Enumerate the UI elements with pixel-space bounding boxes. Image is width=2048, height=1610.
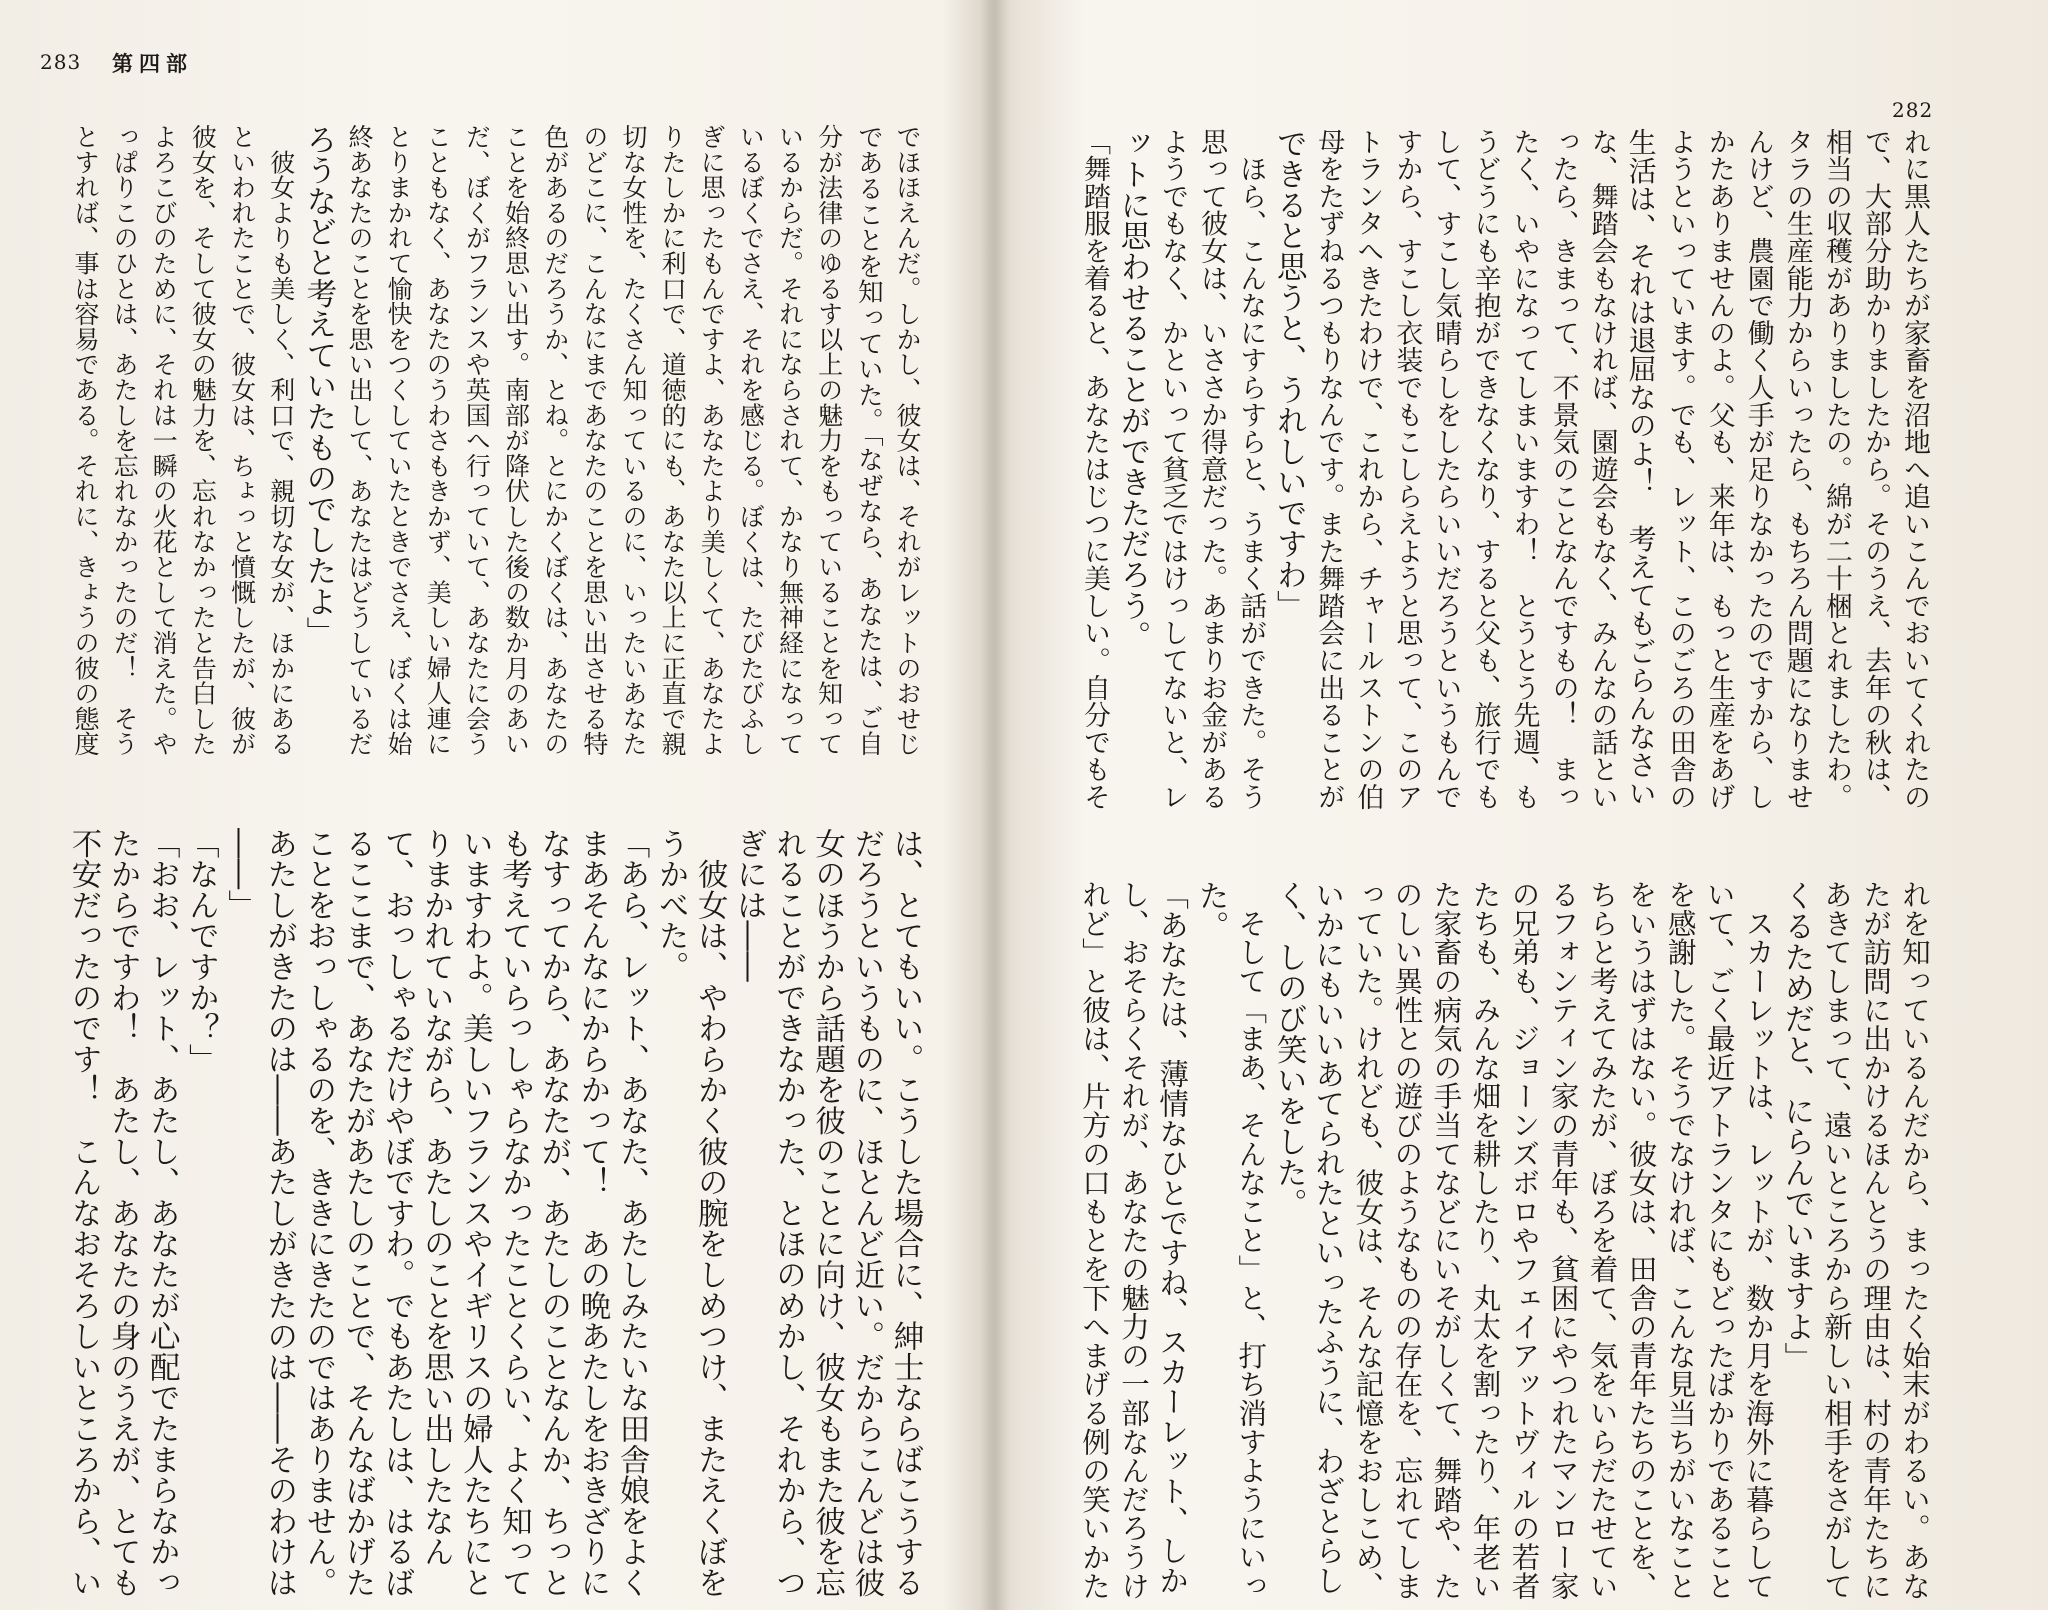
text-line: たちも、みんな畑を耕したり、丸太を割ったり、年老い bbox=[1468, 880, 1502, 1600]
text-line: 「あなたは、薄情なひとですね、スカーレット、しか bbox=[1155, 880, 1190, 1596]
text-line: 「なんですか？」 bbox=[183, 828, 219, 1075]
text-line: いて、ごく最近アトランタにもどったばかりであること bbox=[1702, 880, 1736, 1600]
text-line: れど」と彼は、片方の口もとを下へまげる例の笑いかた bbox=[1078, 880, 1111, 1600]
text-line: く、しのび笑いをした。 bbox=[1271, 880, 1307, 1219]
text-line: ようでもなく、かといって貧乏ではけっしてないと、レ bbox=[1157, 128, 1189, 811]
text-line: な、舞踏会もなければ、園遊会もなく、みんなの話とい bbox=[1586, 128, 1618, 811]
text-line: だ、ぼくがフランスや英国へ行っていて、あなたに会う bbox=[462, 124, 492, 757]
part-title: 第四部 bbox=[112, 51, 193, 76]
text-line: いるからだ。それにならされて、かなり無神経になって bbox=[775, 124, 805, 757]
text-line: のしい異性との遊びのようなものの存在を、忘れてしま bbox=[1390, 880, 1424, 1600]
text-line: ットに思わせることができただろう。 bbox=[1115, 128, 1151, 652]
text-line: そして「まあ、そんなこと」と、打ち消すようにいっ bbox=[1234, 880, 1268, 1600]
text-line: すから、すこし衣装でもこしらえようと思って、このア bbox=[1391, 128, 1423, 811]
text-line: まあそんなにからかって！ あの晩あたしをおきざりに bbox=[574, 828, 610, 1598]
text-line: して、すこし気晴らしをしたらいいだろうというもんで bbox=[1430, 128, 1462, 811]
text-line: りまかれていながら、あたしのことを思い出したなん bbox=[418, 828, 454, 1568]
text-line: とりまかれて愉快をつくしていたときでさえ、ぼくは始 bbox=[384, 124, 414, 757]
text-line: 彼女は、やわらかく彼の腕をしめつけ、またえくぼを bbox=[692, 828, 728, 1598]
lower-text-block bbox=[1078, 880, 1931, 1600]
text-line: うどうにも辛抱ができなくなり、すると父も、旅行でも bbox=[1469, 128, 1501, 811]
text-line: れを知っているんだから、まったく始末がわるい。あな bbox=[1897, 880, 1931, 1600]
text-line: 終あなたのことを思い出して、あなたはどうしているだ bbox=[344, 124, 374, 757]
text-line: ぎに思ったもんですよ、あなたより美しくて、あなたよ bbox=[697, 124, 727, 757]
text-line: 「舞踏服を着ると、あなたはじつに美しい。自分でもそ bbox=[1079, 128, 1110, 811]
text-line: 相当の収穫がありましたの。綿が二十梱とれましたわ。 bbox=[1820, 128, 1852, 811]
text-line: ろうなどと考えていたものでしたよ」 bbox=[300, 124, 336, 648]
text-line: 母をたずねるつもりなんです。また舞踏会に出ることが bbox=[1313, 128, 1345, 811]
text-line: りたしかに利口で、道徳的にも、あなた以上に正直で親 bbox=[658, 124, 688, 757]
text-line: かたありませんのよ。父も、来年は、もっと生産をあげ bbox=[1703, 128, 1735, 811]
text-line: を感謝した。そうでなければ、こんな見当ちがいなこと bbox=[1663, 880, 1697, 1600]
text-line: たが訪問に出かけるほんとうの理由は、村の青年たちに bbox=[1858, 880, 1892, 1600]
text-line: をいうはずはない。彼女は、田舎の青年たちのことを、 bbox=[1624, 880, 1658, 1600]
lower-text-block bbox=[66, 828, 923, 1598]
text-line: て、おっしゃるだけやぼですわ。でもあたしは、はるば bbox=[379, 828, 415, 1598]
text-line: で、大部分助かりましたから。そのうえ、去年の秋は、 bbox=[1859, 128, 1891, 811]
page-number: 282 bbox=[1892, 98, 1934, 122]
text-line: っていた。けれども、彼女は、そんな記憶をおしこめ、 bbox=[1351, 880, 1385, 1600]
text-line: よろこびのために、それは一瞬の火花として消えた。や bbox=[149, 124, 179, 757]
text-line: 「あら、レット、あなた、あたしみたいな田舎娘をよく bbox=[613, 828, 649, 1598]
text-line: れに黒人たちが家畜を沼地へ追いこんでおいてくれたの bbox=[1898, 128, 1930, 811]
text-line: だろうというものに、ほとんど近い。だからこんどは彼 bbox=[848, 828, 884, 1598]
text-line: トランタへきたわけで、これから、チャールストンの伯 bbox=[1352, 128, 1384, 811]
text-line: といわれたことで、彼女は、ちょっと憤慨したが、彼が bbox=[227, 124, 257, 757]
text-line: 「おお、レット、あたし、あなたが心配でたまらなかっ bbox=[144, 828, 180, 1598]
text-line: た家畜の病気の手当てなどにいそがしくて、舞踏や、た bbox=[1429, 880, 1463, 1600]
text-line: ――」 bbox=[222, 828, 258, 921]
text-line: ったら、きまって、不景気のことなんですもの！ まっ bbox=[1547, 128, 1579, 811]
text-line: いるぼくでさえ、それを感じる。ぼくは、たびたびふし bbox=[736, 124, 766, 757]
text-line: あたしがきたのは――あたしがきたのは――そのわけは bbox=[261, 828, 297, 1598]
left-page bbox=[0, 0, 990, 1610]
text-line: 分が法律のゆるす以上の魅力をもっていることを知って bbox=[814, 124, 844, 757]
page-number: 283 bbox=[40, 50, 82, 74]
text-line: るフォンティン家の青年も、貧困にやつれたマンロー家 bbox=[1546, 880, 1580, 1600]
text-line: とすれば、事は容易である。それに、きょうの彼の態度 bbox=[71, 124, 100, 757]
text-line: んけど、農園で働く人手が足りなかったのですから、し bbox=[1742, 128, 1774, 811]
text-line: 不安だったのです！ こんなおそろしいところから、い bbox=[66, 828, 101, 1598]
text-line: ちらと考えてみたが、ぼろを着て、気をいらだたせてい bbox=[1585, 880, 1619, 1600]
text-line: 女のほうから話題を彼のことに向け、彼女もまた彼を忘 bbox=[809, 828, 845, 1598]
text-line: 切な女性を、たくさん知っているのに、いったいあなた bbox=[618, 124, 648, 757]
text-line: あきてしまって、遠いところから新しい相手をさがして bbox=[1819, 880, 1853, 1600]
text-line: くるためだと、にらんでいますよ」 bbox=[1778, 880, 1814, 1373]
text-line: るここまで、あなたがあたしのことで、そんなばかげた bbox=[339, 828, 375, 1598]
text-line: たく、いやになってしまいますわ！ とうとう先週、も bbox=[1508, 128, 1540, 811]
text-line: も考えていらっしゃらなかったことくらい、よく知って bbox=[496, 828, 532, 1598]
text-line: いますわよ。美しいフランスやイギリスの婦人たちにと bbox=[457, 828, 493, 1598]
right-page bbox=[1000, 0, 2048, 1610]
text-line: たからですわ！ あたし、あなたの身のうえが、とても bbox=[105, 828, 141, 1598]
text-line: れることができなかった、とほのめかし、それから、つ bbox=[770, 828, 806, 1598]
text-line: なすってから、あなたが、あたしのことなんか、ちっと bbox=[535, 828, 571, 1598]
text-line: し、おそらくそれが、あなたの魅力の一部なんだろうけ bbox=[1117, 880, 1151, 1600]
upper-text-block bbox=[68, 124, 920, 764]
text-line: ぎには―― bbox=[731, 828, 767, 982]
text-line: でほほえんだ。しかし、彼女は、それがレットのおせじ bbox=[892, 124, 922, 757]
text-line: こともなく、あなたのうわさもきかず、美しい婦人連に bbox=[423, 124, 453, 757]
text-line: 思って彼女は、いささか得意だった。あまりお金がある bbox=[1196, 128, 1228, 811]
text-line: 彼女を、そして彼女の魅力を、忘れなかったと告白した bbox=[188, 124, 218, 757]
text-line: は、とてもいい。こうした場合に、紳士ならばこうする bbox=[887, 828, 923, 1598]
text-line: っぱりこのひとは、あたしを忘れなかったのだ！ そう bbox=[110, 124, 140, 757]
text-line: 生活は、それは退屈なのよ！ 考えてもごらんなさい bbox=[1624, 128, 1658, 808]
text-line: うかべた。 bbox=[653, 828, 689, 982]
upper-text-block bbox=[1078, 128, 1928, 818]
text-line: ことを始終思い出す。南部が降伏した後の数か月のあい bbox=[501, 124, 531, 757]
text-line: 彼女よりも美しく、利口で、親切な女が、ほかにある bbox=[266, 124, 296, 757]
text-line: の兄弟も、ジョーンズボロやフェイアットヴィルの若者 bbox=[1507, 880, 1541, 1600]
text-line: タラの生産能力からいったら、もちろん問題になりませ bbox=[1781, 128, 1813, 811]
text-line: スカーレットは、レットが、数か月を海外に暮らして bbox=[1741, 880, 1775, 1600]
text-line: ことをおっしゃるのを、ききにきたのではありません。 bbox=[300, 828, 336, 1598]
text-line: ようといっています。でも、レット、このごろの田舎の bbox=[1664, 128, 1696, 811]
text-line: ほら、こんなにすらすらと、うまく話ができた。そう bbox=[1235, 128, 1267, 811]
text-line: のどこに、こんなにまであなたのことを思い出させる特 bbox=[579, 124, 609, 757]
text-line: できると思うと、うれしいですわ」 bbox=[1271, 128, 1307, 621]
text-line: いかにもいいあてられたといったふうに、わざとらし bbox=[1311, 880, 1346, 1596]
text-line: であることを知っていた。「なぜなら、あなたは、ご自 bbox=[853, 124, 884, 757]
text-line: 色があるのだろうか、とね。とにかくぼくは、あなたの bbox=[540, 124, 570, 757]
text-line: た。 bbox=[1193, 880, 1229, 942]
